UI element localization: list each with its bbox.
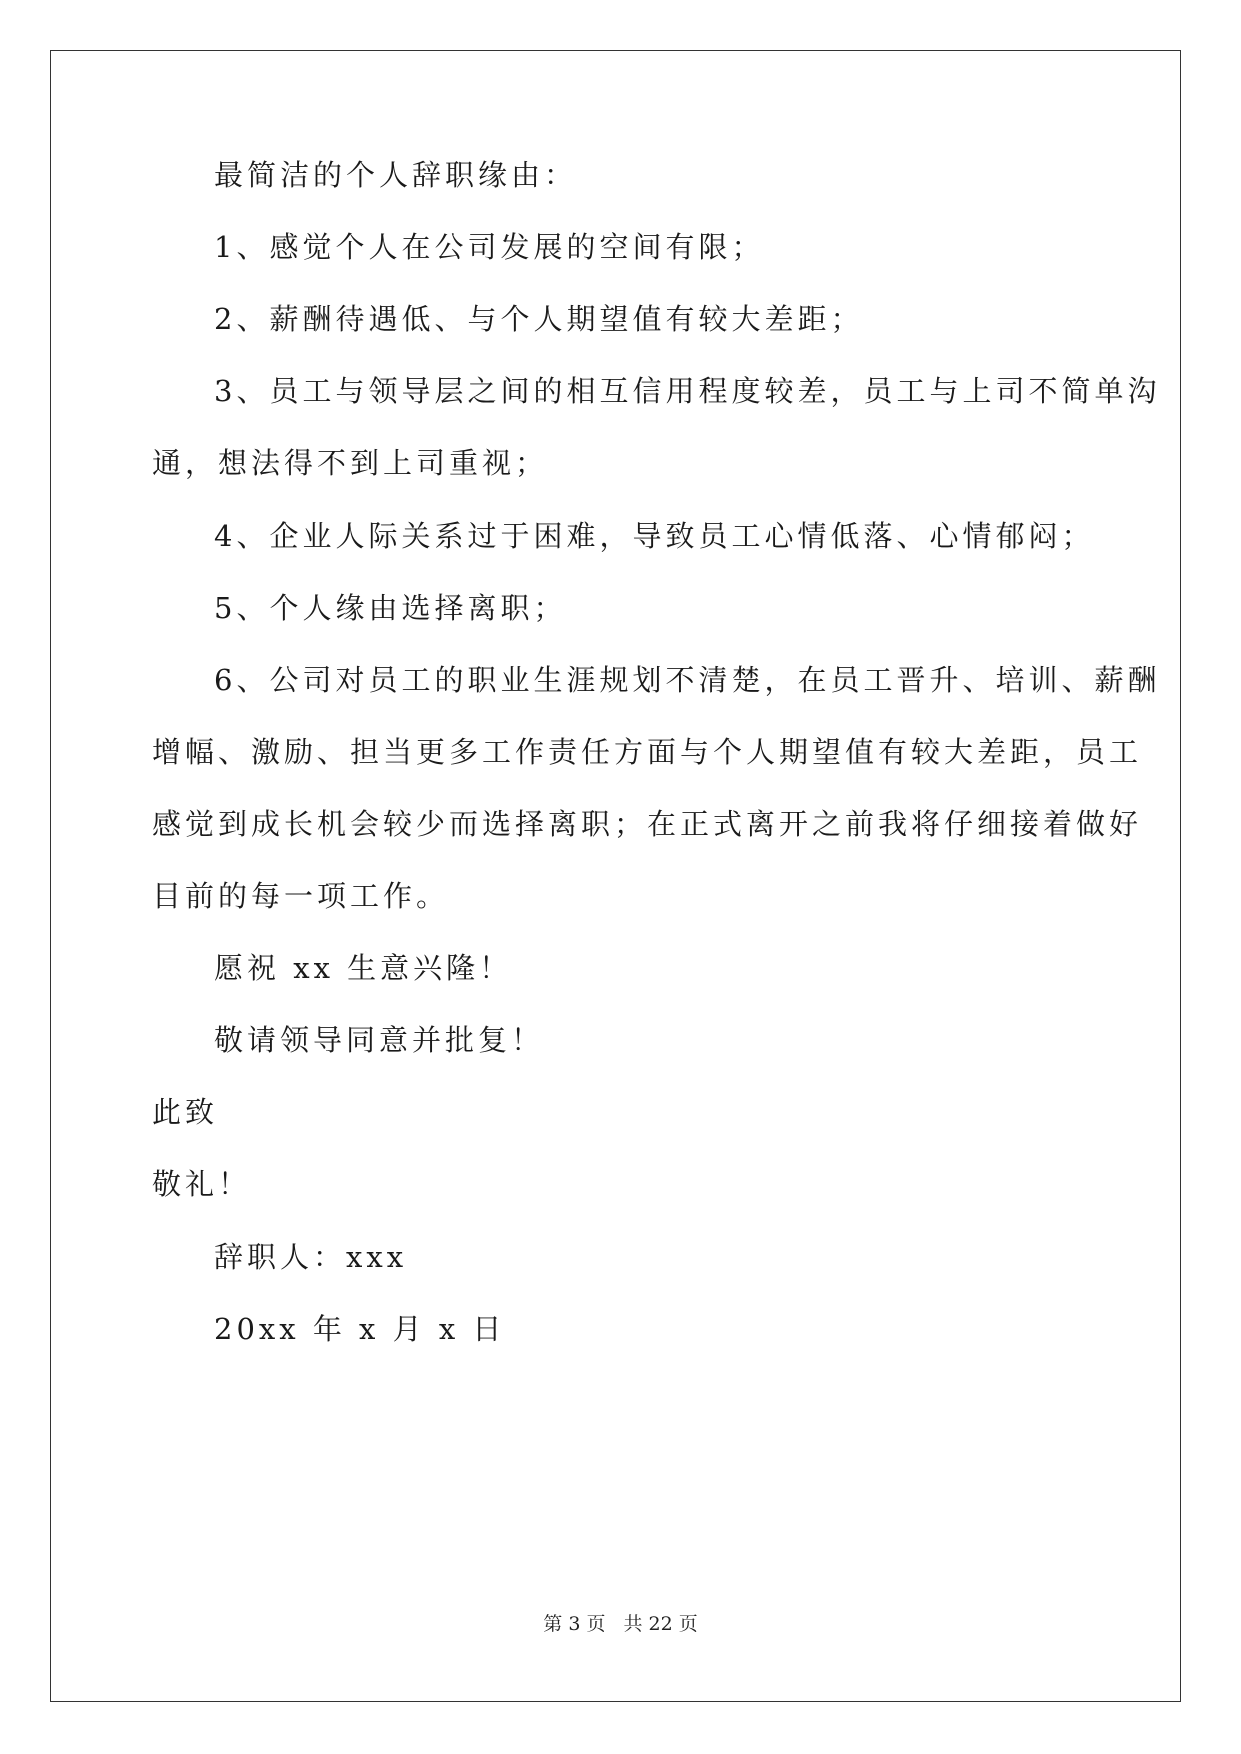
list-item: 3、员工与领导层之间的相互信用程度较差，员工与上司不简单沟 (214, 374, 1161, 408)
list-item-continuation: 感觉到成长机会较少而选择离职；在正式离开之前我将仔细接着做好 (152, 807, 1143, 841)
request-line: 敬请领导同意并批复！ (214, 1023, 545, 1057)
list-item: 4、企业人际关系过于困难，导致员工心情低落、心情郁闷； (214, 519, 1095, 553)
heading: 最简洁的个人辞职缘由： (214, 158, 578, 192)
page-total: 共 22 页 (623, 1613, 698, 1635)
list-item-continuation: 通，想法得不到上司重视； (152, 446, 549, 480)
list-item-continuation: 增幅、激励、担当更多工作责任方面与个人期望值有较大差距，员工 (152, 735, 1143, 769)
list-item: 2、薪酬待遇低、与个人期望值有较大差距； (214, 302, 864, 336)
signer-line: 辞职人：xxx (214, 1240, 408, 1274)
list-item: 1、感觉个人在公司发展的空间有限； (214, 230, 765, 264)
closing-line: 此致 (152, 1095, 219, 1129)
list-item-continuation: 目前的每一项工作。 (152, 879, 450, 913)
page-number: 第 3 页 (543, 1613, 606, 1635)
page-footer (0, 1612, 1241, 1636)
date-line: 20xx 年 x 月 x 日 (214, 1312, 506, 1346)
list-item: 6、公司对员工的职业生涯规划不清楚，在员工晋升、培训、薪酬 (214, 663, 1161, 697)
closing-salute: 敬礼！ (152, 1167, 252, 1201)
list-item: 5、个人缘由选择离职； (214, 591, 567, 625)
wish-line: 愿祝 xx 生意兴隆！ (214, 951, 513, 985)
